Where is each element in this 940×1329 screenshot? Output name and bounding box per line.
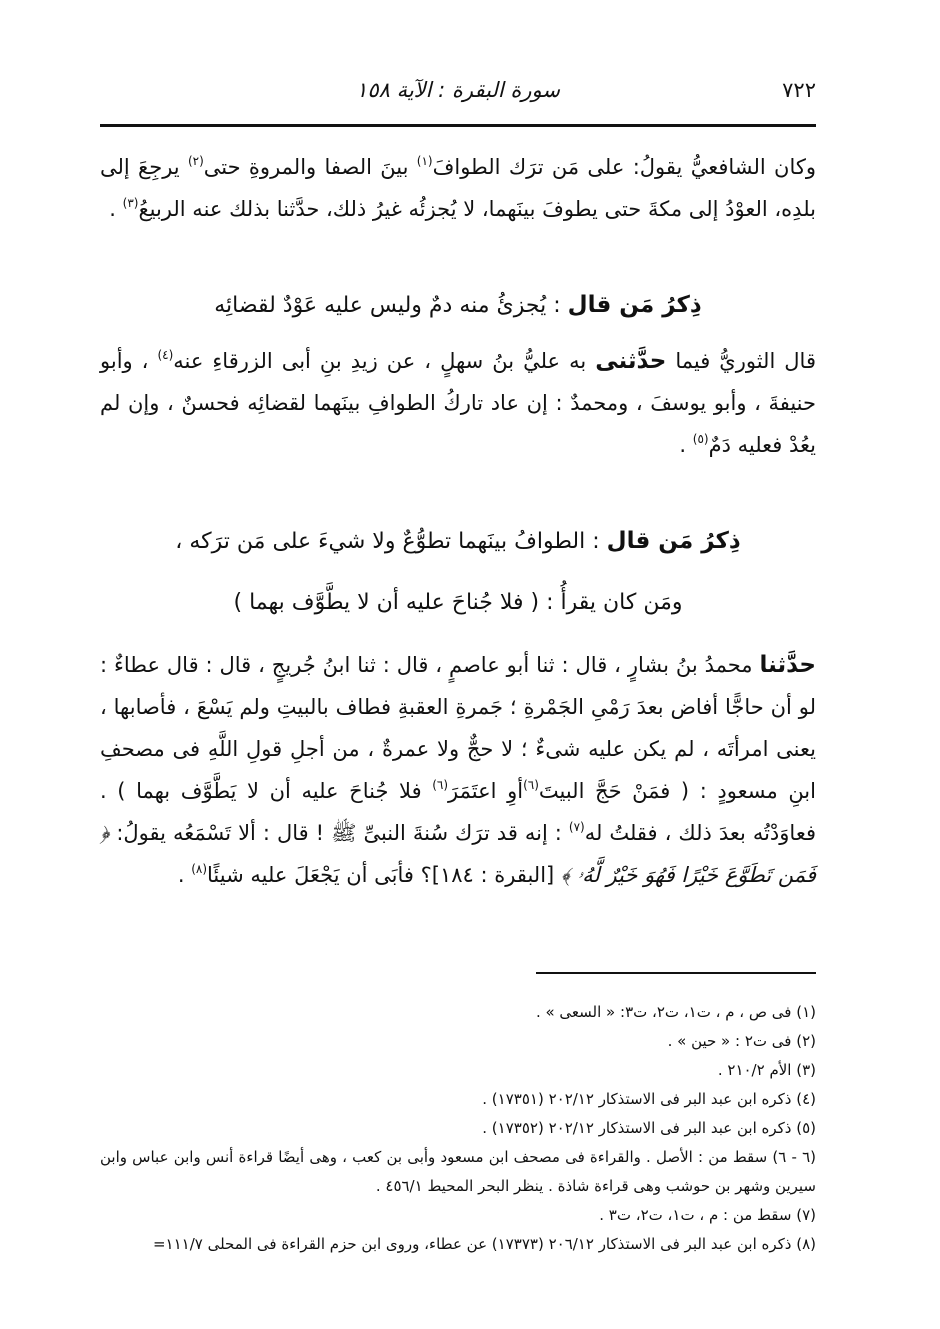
heading-lead: ذِكرُ مَن قال (606, 528, 741, 554)
footnote-separator (536, 972, 816, 974)
footnote-7: (٧) سقط من : م ، ت١، ت٢، ت٣ . (599, 1206, 816, 1224)
text-segment: . (679, 433, 693, 457)
text-segment: فلا جُناحَ عليه أن لا يَطَّوَّف بهما ) . فعاوَدْتُه بعدَ ذلك ، فقلتُ له (100, 779, 816, 845)
heading-text: : يُجزئُ منه دمٌ وليس عليه عَوْدٌ لقضائِه (214, 293, 568, 318)
text-segment: . (177, 863, 192, 887)
text-segment: به عليُّ بنُ سهلٍ ، عن زيدِ بنِ أبى الزرقاءِ عنه (173, 349, 596, 373)
text-segment: ، وأبو حنيفةَ ، وأبو يوسفَ ، ومحمدٌ : إن عاد تاركُ الطوافِ بينَهما لقضائِه فحسنٌ ، وإن لم يعُدْ فعليه دَمٌ (100, 349, 816, 457)
text-segment: وكان الشافعيُّ يقولُ: على مَن ترَك الطوافَ (432, 155, 816, 179)
text-segment: : إنه قد ترَك سُنةَ النبىِّ ﷺ ! قال : ألا تَسْمَعُه يقولُ: (109, 821, 569, 845)
heading-lead: ذِكرُ مَن قال (567, 292, 702, 318)
heading-text: : الطوافُ بينَهما تطوُّعٌ ولا شيءَ على مَن ترَكه ، (175, 529, 607, 554)
paragraph-ata (100, 644, 816, 896)
footnote-marker-2[interactable]: (٢) (187, 154, 204, 168)
footnote-marker-8[interactable]: (٨) (191, 862, 208, 876)
footnote-8: (٨) ذكره ابن عبد البر فى الاستذكار ٢٠٦/١٢ (١٧٣٧٣) عن عطاء، وروى ابن حزم القراءة فى المحلى ١١١/٧= (152, 1235, 816, 1253)
footnote-marker-7[interactable]: (٧) (568, 820, 585, 834)
footnote-marker-4[interactable]: (٤) (157, 348, 174, 362)
footnote-6: (٦ - ٦) سقط من : الأصل . والقراءة فى مصحف ابن مسعود وأبى بن كعب ، وهى أيضًا قراءة أنس وابن عباس وابن سيرين وشهر بن حوشب وهى قراءة شاذة . ينظر البحر المحيط ٤٥٦/١ . (100, 1148, 816, 1195)
running-head (100, 78, 816, 118)
section-heading-2-line-1 (100, 520, 816, 563)
text-segment: قال الثوريُّ فيما (666, 349, 816, 373)
footnote-marker-1[interactable]: (١) (416, 154, 433, 168)
header-rule (100, 124, 816, 127)
text-segment: يرجِعَ إلى بلدِه، العوْدُ إلى مكةَ حتى يطوفَ بينَهما، لا يُجزئُه غيرُ ذلك، حدَّثنا بذلك عنه الربيعُ (100, 155, 816, 221)
page (100, 0, 816, 1329)
text-segment: أوِ اعتَمَرَ (448, 779, 524, 803)
verse-reference: [البقرة : ١٨٤] (431, 863, 561, 887)
text-segment: محمدُ بنُ بشارٍ ، قال : ثنا أبو عاصمٍ ، قال : ثنا ابنُ جُريجٍ ، قال : قال عطاءٌ : لو أن حاجًّا أفاض بعدَ رَمْىِ الجَمْرةِ ؛ جَمرةِ العقبةِ فطاف بالبيتِ ولم يَسْعَ ، فأصابها ، يعنى امرأتَه ، لم يكن عليه شىءٌ ؛ لا حجٌّ ولا عمرةٌ ، من أجلِ قولِ اللَّهِ فى مصحفِ ابنِ مسعودٍ : ( فمَنْ حَجَّ البيتَ (100, 653, 816, 803)
section-heading-1 (100, 284, 816, 327)
footnotes (100, 998, 816, 1259)
footnote-3: (٣) الأم ٢١٠/٢ . (717, 1061, 816, 1079)
text-segment: ؟ فأبَى أن يَجْعَلَ عليه شيئًا (207, 863, 432, 887)
paragraph-shafii (100, 146, 816, 230)
section-heading-2-line-2: ومَن كان يقرأُ : ( فلا جُناحَ عليه أن لا يطَّوَّف بهما ) (233, 590, 683, 615)
footnote-5: (٥) ذكره ابن عبد البر فى الاستذكار ٢٠٢/١٢ (١٧٣٥٢) . (482, 1119, 816, 1137)
surah-header: سورة البقرة : الآية ١٥٨ (356, 78, 560, 102)
page-number: ٧٢٢ (782, 78, 816, 102)
text-segment: بينَ الصفا والمروةِ حتى (203, 155, 417, 179)
isnad-keyword: حدَّثنى (595, 348, 667, 374)
footnote-marker-6[interactable]: (٦) (523, 778, 539, 792)
footnote-marker-5[interactable]: (٥) (692, 432, 709, 446)
footnote-1: (١) فى ص ، م ، ت١، ت٢، ت٣: « السعى » . (535, 1003, 816, 1021)
paragraph-thawri (100, 340, 816, 466)
footnote-4: (٤) ذكره ابن عبد البر فى الاستذكار ٢٠٢/١٢ (١٧٣٥١) . (482, 1090, 816, 1108)
footnote-2: (٢) فى ت٢ : « حين » . (667, 1032, 816, 1050)
quran-verse: ﴿ فَمَن تَطَوَّعَ خَيْرًا فَهُوَ خَيْرٌ لَّهُۥ ﴾ (100, 821, 816, 887)
isnad-keyword: حدَّثنا (759, 652, 816, 678)
text-segment: . (109, 197, 123, 221)
footnote-marker-6-end[interactable]: (٦) (432, 778, 449, 792)
footnote-marker-3[interactable]: (٣) (122, 196, 139, 210)
